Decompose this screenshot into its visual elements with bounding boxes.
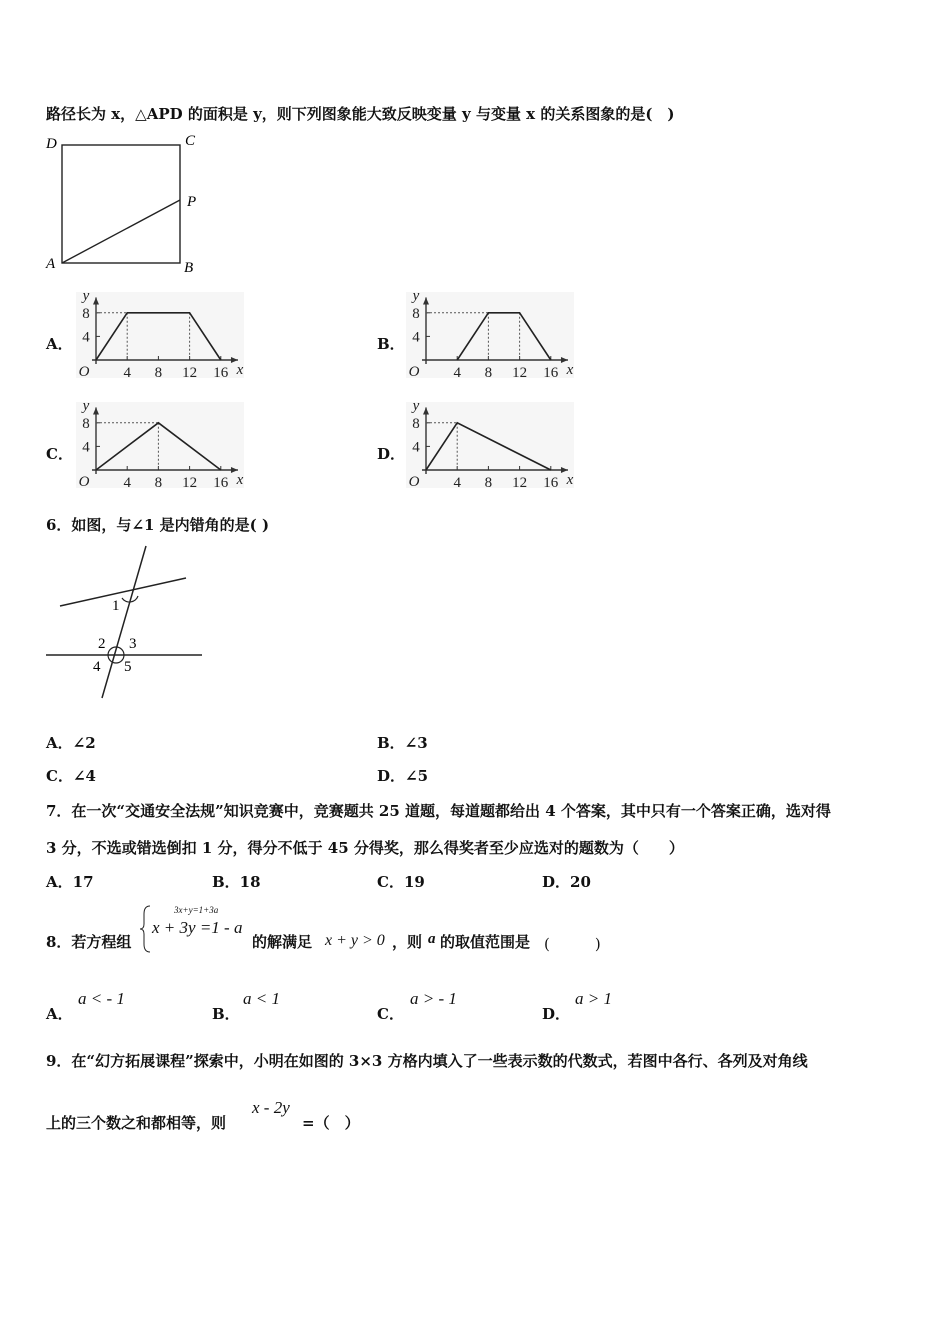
x-axis-label: x: [566, 362, 574, 378]
x-tick-label-8: 8: [484, 365, 493, 381]
q8-var-a: a: [428, 931, 436, 947]
y-tick-label-4: 4: [412, 439, 420, 456]
label-b: B: [184, 260, 194, 276]
q5-graph-a: [70, 287, 250, 385]
x-tick-label-8: 8: [154, 475, 163, 491]
q7-line-2: 3 分，不选或错选倒扣 1 分，得分不低于 45 分得奖，那么得奖者至少应选对的题数为（ ）: [46, 839, 684, 857]
angle-1: 1: [112, 598, 120, 614]
q8-brace: [140, 904, 152, 954]
x-axis-label: x: [236, 362, 244, 378]
q8-option-c-label: C．: [377, 1005, 404, 1023]
q7-option-d: D．20: [542, 873, 591, 891]
x-tick-label-12: 12: [182, 365, 198, 381]
y-tick-label-8: 8: [82, 415, 90, 432]
q5-option-d-label: D．: [377, 445, 406, 463]
q8-option-c-expr: a > - 1: [410, 989, 457, 1008]
x-tick-label-12: 12: [512, 475, 528, 491]
x-tick-label-8: 8: [154, 365, 163, 381]
q5-square-figure: [40, 130, 210, 280]
q8-mid: 的解满足: [252, 933, 313, 951]
y-axis-label: y: [412, 287, 420, 304]
y-tick-label-4: 4: [82, 329, 90, 346]
label-p: P: [187, 194, 197, 210]
angle-5: 5: [124, 659, 132, 675]
q8-option-b-label: B．: [212, 1005, 240, 1023]
q5-option-b-label: B．: [377, 335, 405, 353]
q7-option-b: B．18: [212, 873, 261, 891]
q7-line-1: 7．在一次“交通安全法规”知识竞赛中，竞赛题共 25 道题，每道题都给出 4 个答案，其中只有一个答案正确，选对得: [46, 802, 831, 820]
origin-label: O: [408, 364, 420, 380]
q5-option-a-label: A．: [46, 335, 73, 353]
y-tick-label-4: 4: [82, 439, 90, 456]
q5-graph-c: [70, 397, 250, 495]
y-tick-label-8: 8: [412, 305, 420, 322]
y-axis-label: y: [412, 397, 420, 414]
q8-suffix-b: 的取值范围是: [440, 933, 531, 951]
q6-lines-figure: [40, 540, 215, 705]
y-axis-label: y: [82, 287, 90, 304]
q5-option-c-label: C．: [46, 445, 73, 463]
q7-option-a: A．17: [46, 873, 94, 891]
q5-graph-d: [400, 397, 580, 495]
q6-option-c: C．∠4: [46, 767, 96, 785]
x-tick-label-16: 16: [213, 475, 229, 491]
y-tick-label-4: 4: [412, 329, 420, 346]
q9-tail: =（ ）: [302, 1114, 360, 1132]
y-axis-label: y: [82, 397, 90, 414]
q8-condition: x + y > 0: [325, 932, 385, 949]
x-tick-label-16: 16: [213, 365, 229, 381]
q6-stem: 6．如图，与∠1 是内错角的是( ): [46, 516, 270, 534]
x-axis-label: x: [566, 472, 574, 488]
origin-label: O: [408, 474, 420, 490]
q6-option-d: D．∠5: [377, 767, 429, 785]
x-tick-label-16: 16: [543, 365, 559, 381]
y-tick-label-8: 8: [412, 415, 420, 432]
q8-option-b-expr: a < 1: [243, 989, 280, 1008]
x-tick-label-16: 16: [543, 475, 559, 491]
q9-line-2: 上的三个数之和都相等，则: [46, 1114, 227, 1132]
x-tick-label-4: 4: [123, 475, 131, 491]
q8-option-d-label: D．: [542, 1005, 571, 1023]
q8-option-a-expr: a < - 1: [78, 989, 125, 1008]
q8-suffix-a: ，则: [392, 933, 423, 951]
q8-eq-top: 3x+y=1+3a: [174, 905, 219, 915]
x-tick-label-4: 4: [453, 475, 461, 491]
q6-option-b: B．∠3: [377, 734, 428, 752]
x-tick-label-4: 4: [453, 365, 461, 381]
x-tick-label-4: 4: [123, 365, 131, 381]
q8-eq-main: x + 3y =1 - a: [152, 918, 243, 937]
y-tick-label-8: 8: [82, 305, 90, 322]
label-d: D: [46, 136, 57, 152]
x-tick-label-12: 12: [512, 365, 528, 381]
q8-option-a-label: A．: [46, 1005, 73, 1023]
label-c: C: [185, 133, 196, 149]
angle-4: 4: [93, 659, 101, 675]
origin-label: O: [78, 364, 90, 380]
q9-expr: x - 2y: [252, 1098, 290, 1117]
x-axis-label: x: [236, 472, 244, 488]
q6-option-a: A．∠2: [46, 734, 96, 752]
q8-option-d-expr: a > 1: [575, 989, 612, 1008]
x-tick-label-12: 12: [182, 475, 198, 491]
angle-2: 2: [98, 636, 106, 652]
label-a: A: [46, 256, 56, 272]
q8-prefix: 8．若方程组: [46, 933, 132, 951]
q7-option-c: C．19: [377, 873, 425, 891]
q9-line-1: 9．在“幻方拓展课程”探索中，小明在如图的 3×3 方格内填入了一些表示数的代数式，若图中各行、各列及对角线: [46, 1052, 808, 1070]
angle-3: 3: [129, 636, 137, 652]
origin-label: O: [78, 474, 90, 490]
q5-stem: 路径长为 x，△APD 的面积是 y，则下列图象能大致反映变量 y 与变量 x 的关系图象的是( ): [46, 105, 675, 123]
q5-graph-b: [400, 287, 580, 385]
x-tick-label-8: 8: [484, 475, 493, 491]
q8-answer-paren: ( ): [544, 935, 601, 953]
